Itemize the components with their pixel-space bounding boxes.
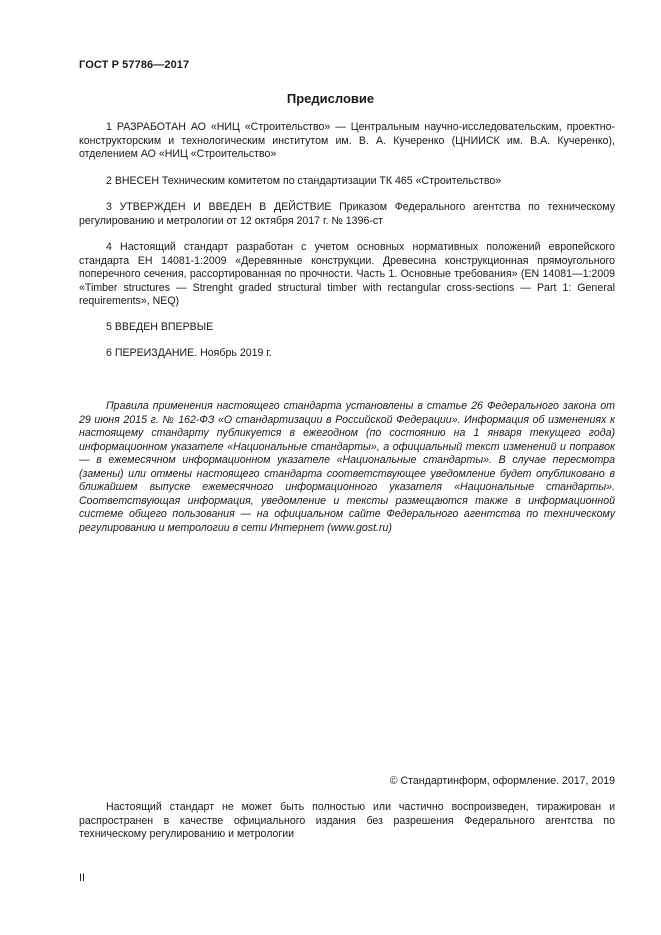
page-title: Предисловие — [286, 91, 375, 106]
foreword-item-6: 6 ПЕРЕИЗДАНИЕ. Ноябрь 2019 г. — [106, 347, 272, 359]
foreword-item-2: 2 ВНЕСЕН Техническим комитетом по стандартизации ТК 465 «Строительство» — [106, 175, 502, 187]
document-code: ГОСТ Р 57786—2017 — [79, 59, 190, 71]
foreword-item-4: 4 Настоящий стандарт разработан с учетом основных нормативных положений европейского стандарта ЕН 14081-1:2009 «Деревянные конструкции. Древесина конструкционная прямоугольного поперечного сечения, рассортированная по прочности. Часть 1. Основные требования» (EN 14081—1:2009 «Timber structures — Strenght graded structural timber with rectangular cross-sections — Part 1: General requirements», NEQ) — [79, 241, 615, 307]
foreword-item-5: 5 ВВЕДЕН ВПЕРВЫЕ — [106, 321, 214, 333]
foreword-item-1: 1 РАЗРАБОТАН АО «НИЦ «Строительство» — Центральным научно-исследовательским, проектно-конструкторским и технологическим институтом им. В. А. Кучеренко (ЦНИИСК им. В.А. Кучеренко), отделением АО «НИЦ «Строительство» — [79, 121, 615, 160]
page-number: II — [79, 872, 85, 884]
standard-application-notice: Правила применения настоящего стандарта установлены в статье 26 Федерального закона от 29 июня 2015 г. № 162-ФЗ «О стандартизации в Российской Федерации». Информация об изменениях к настоящему стандарту публикуется в ежегодном (по состоянию на 1 января текущего года) информационном указателе «Национальные стандарты», а официальный текст изменений и поправок — в ежемесячном информационном указателе «Национальные стандарты». В случае пересмотра (замены) или отмены настоящего стандарта соответствующее уведомление будет опубликовано в ближайшем выпуске ежемесячного информационного указателя «Национальные стандарты». Соответствующая информация, уведомление и тексты размещаются также в информационной системе общего пользования — на официальном сайте Федерального агентства по техническому регулированию и метрологии в сети Интернет (www.gost.ru) — [79, 400, 615, 534]
copyright-line: © Стандартинформ, оформление. 2017, 2019 — [389, 775, 615, 787]
reproduction-notice: Настоящий стандарт не может быть полностью или частично воспроизведен, тиражирован и распространен в качестве официального издания без разрешения Федерального агентства по техническому регулированию и метрологии — [79, 801, 615, 840]
foreword-item-3: 3 УТВЕРЖДЕН И ВВЕДЕН В ДЕЙСТВИЕ Приказом Федерального агентства по техническому регулированию и метрологии от 12 октября 2017 г. № 1396-ст — [79, 201, 615, 227]
